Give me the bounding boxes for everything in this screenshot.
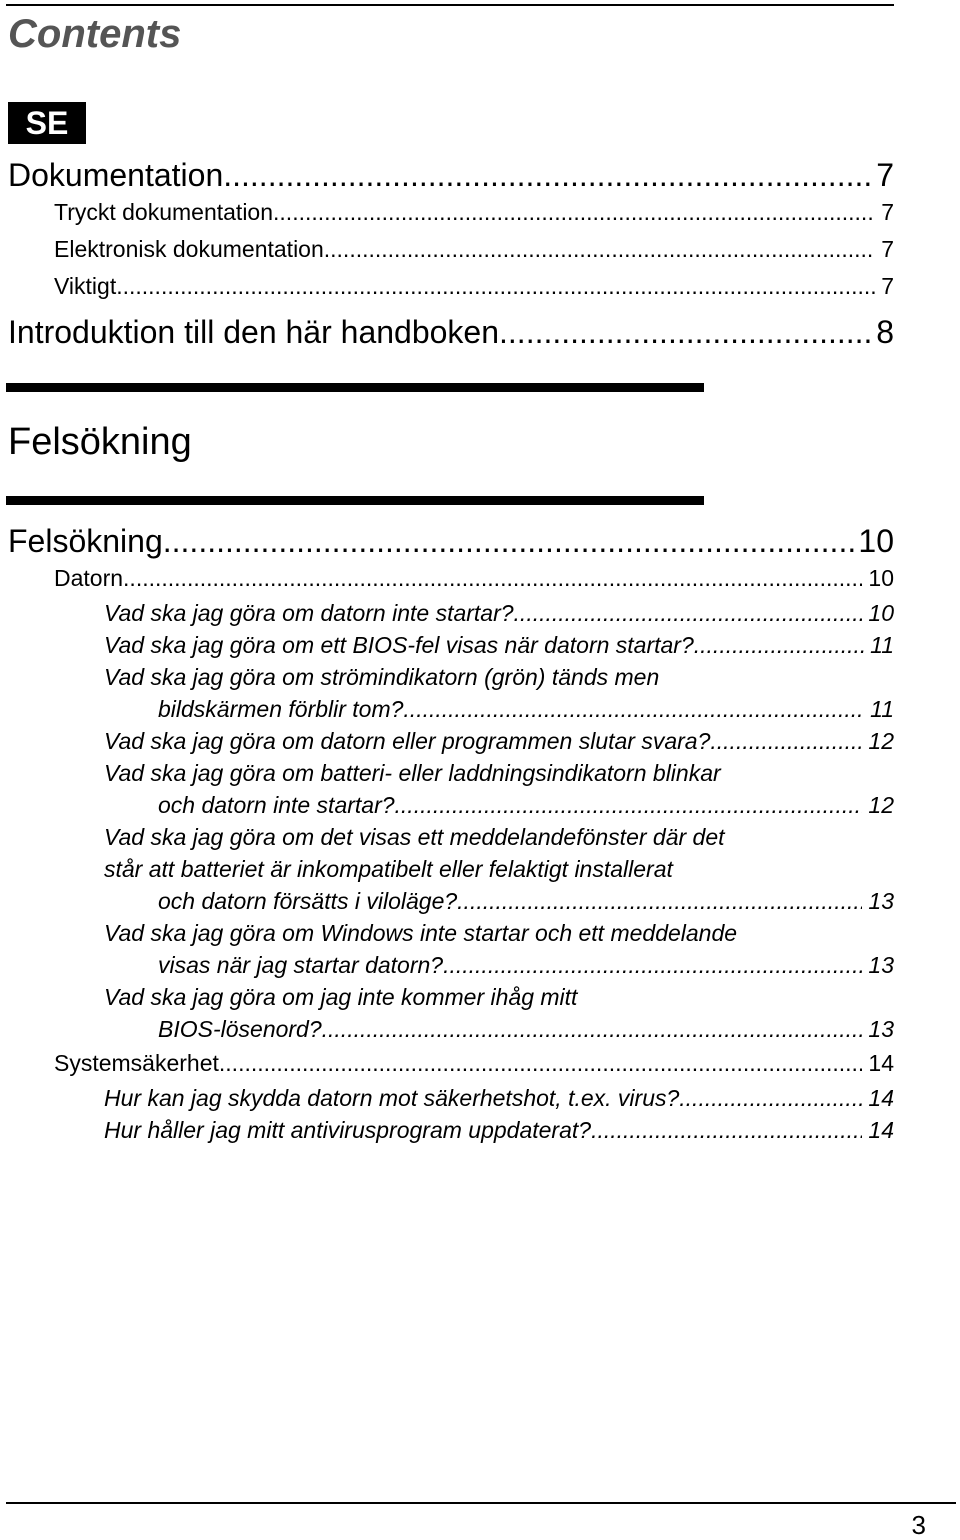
toc-entry-page: 11: [870, 632, 894, 658]
toc-entry-level-3[interactable]: [0, 1013, 894, 1045]
toc-dot-leader: [395, 789, 863, 821]
section-heading: Felsökning: [8, 421, 192, 463]
toc-entry-page: 7: [881, 236, 894, 262]
toc-entry-page: 10: [868, 600, 894, 626]
toc-dot-leader: [694, 629, 864, 661]
toc-dot-leader: [116, 268, 875, 305]
toc-entry-continued-line: Vad ska jag göra om strömindikatorn (grön) tänds men: [104, 664, 660, 690]
toc-entry-label: Vad ska jag göra om ett BIOS-fel visas när datorn startar?: [104, 632, 694, 658]
toc-entry-label: Datorn: [54, 565, 124, 591]
toc-entry-page: 11: [870, 696, 894, 722]
toc-entry-label: och datorn inte startar?: [158, 792, 395, 818]
toc-entry-level-3[interactable]: [0, 1114, 894, 1146]
toc-dot-leader: [123, 560, 862, 597]
toc-dot-leader: [219, 1045, 863, 1082]
toc-dot-leader: [710, 725, 862, 757]
toc-entry-label: Introduktion till den här handboken: [8, 314, 500, 350]
toc-dot-leader: [403, 693, 864, 725]
toc-entry-page: 7: [876, 157, 894, 193]
toc-entry-page: 13: [868, 952, 894, 978]
toc-dot-leader: [273, 194, 875, 231]
toc-entry-level-3[interactable]: [0, 1082, 894, 1114]
toc-entry-label: Dokumentation: [8, 157, 224, 193]
toc-entry-label: Tryckt dokumentation: [54, 199, 274, 225]
top-rule: [6, 4, 894, 6]
toc-entry-page: 10: [868, 565, 894, 591]
toc-entry-page: 10: [858, 523, 894, 559]
section-bar-bottom: [6, 496, 704, 505]
toc-entry-label: Hur håller jag mitt antivirusprogram uppdaterat?: [104, 1117, 592, 1143]
toc-entry-level-3[interactable]: [0, 693, 894, 725]
toc-entry-page: 14: [868, 1085, 894, 1111]
toc-entry-level-3[interactable]: [0, 629, 894, 661]
toc-dot-leader: [499, 313, 874, 351]
toc-entry-page: 7: [881, 199, 894, 225]
toc-entry-page: 13: [868, 888, 894, 914]
toc-entry-level-3[interactable]: [0, 885, 894, 917]
toc-entry-label: bildskärmen förblir tom?: [158, 696, 404, 722]
toc-entry-continued-line: Vad ska jag göra om batteri- eller laddningsindikatorn blinkar: [104, 760, 721, 786]
toc-entry-label: Viktigt: [54, 273, 117, 299]
toc-list-intro: [0, 156, 894, 351]
toc-entry-page: 14: [868, 1117, 894, 1143]
toc-dot-leader: [223, 156, 874, 194]
toc-entry-level-3[interactable]: [0, 789, 894, 821]
toc-entry-label: Systemsäkerhet: [54, 1050, 219, 1076]
toc-entry-level-1[interactable]: [0, 156, 894, 194]
section-bar-top: [6, 383, 704, 392]
toc-entry-level-1[interactable]: [0, 522, 894, 560]
toc-entry-level-2[interactable]: [0, 268, 894, 305]
toc-entry-level-1[interactable]: [0, 313, 894, 351]
toc-dot-leader: [457, 885, 862, 917]
language-badge: SE: [8, 102, 86, 144]
toc-dot-leader: [324, 231, 875, 268]
toc-dot-leader: [679, 1082, 862, 1114]
toc-entry-level-3[interactable]: [0, 725, 894, 757]
toc-entry-page: 13: [868, 1016, 894, 1042]
bottom-rule: [6, 1502, 956, 1504]
toc-entry-page: 7: [881, 273, 894, 299]
toc-entry-level-2[interactable]: [0, 1045, 894, 1082]
toc-entry-label: Hur kan jag skydda datorn mot säkerhetshot, t.ex. virus?: [104, 1085, 680, 1111]
toc-entry-continued-line: Vad ska jag göra om det visas ett meddelandefönster där det: [104, 824, 725, 850]
toc-entry-level-2[interactable]: [0, 560, 894, 597]
toc-entry-label: visas när jag startar datorn?: [158, 952, 444, 978]
toc-list-troubleshooting: [0, 522, 894, 1146]
toc-entry-page: 12: [868, 792, 894, 818]
page-number: 3: [911, 1510, 926, 1540]
toc-entry-level-3[interactable]: [0, 597, 894, 629]
toc-entry-label: Vad ska jag göra om datorn inte startar?: [104, 600, 514, 626]
toc-entry-label: Felsökning: [8, 523, 163, 559]
toc-dot-leader: [591, 1114, 862, 1146]
toc-entry-level-3[interactable]: [0, 949, 894, 981]
toc-dot-leader: [322, 1013, 863, 1045]
toc-entry-continued-line: Vad ska jag göra om jag inte kommer ihåg mitt: [104, 984, 578, 1010]
toc-entry-page: 14: [868, 1050, 894, 1076]
toc-entry-page: 8: [876, 314, 894, 350]
toc-dot-leader: [514, 597, 863, 629]
toc-entry-label: Vad ska jag göra om datorn eller programmen slutar svara?: [104, 728, 711, 754]
toc-dot-leader: [443, 949, 862, 981]
toc-dot-leader: [163, 522, 857, 560]
toc-entry-level-2[interactable]: [0, 231, 894, 268]
toc-entry-label: Elektronisk dokumentation: [54, 236, 324, 262]
toc-entry-continued-line: Vad ska jag göra om Windows inte startar och ett meddelande: [104, 920, 738, 946]
page-title: Contents: [8, 12, 182, 56]
toc-entry-level-2[interactable]: [0, 194, 894, 231]
toc-entry-label: BIOS-lösenord?: [158, 1016, 322, 1042]
toc-entry-page: 12: [868, 728, 894, 754]
toc-entry-continued-line: står att batteriet är inkompatibelt eller felaktigt installerat: [104, 856, 673, 882]
toc-entry-label: och datorn försätts i viloläge?: [158, 888, 458, 914]
